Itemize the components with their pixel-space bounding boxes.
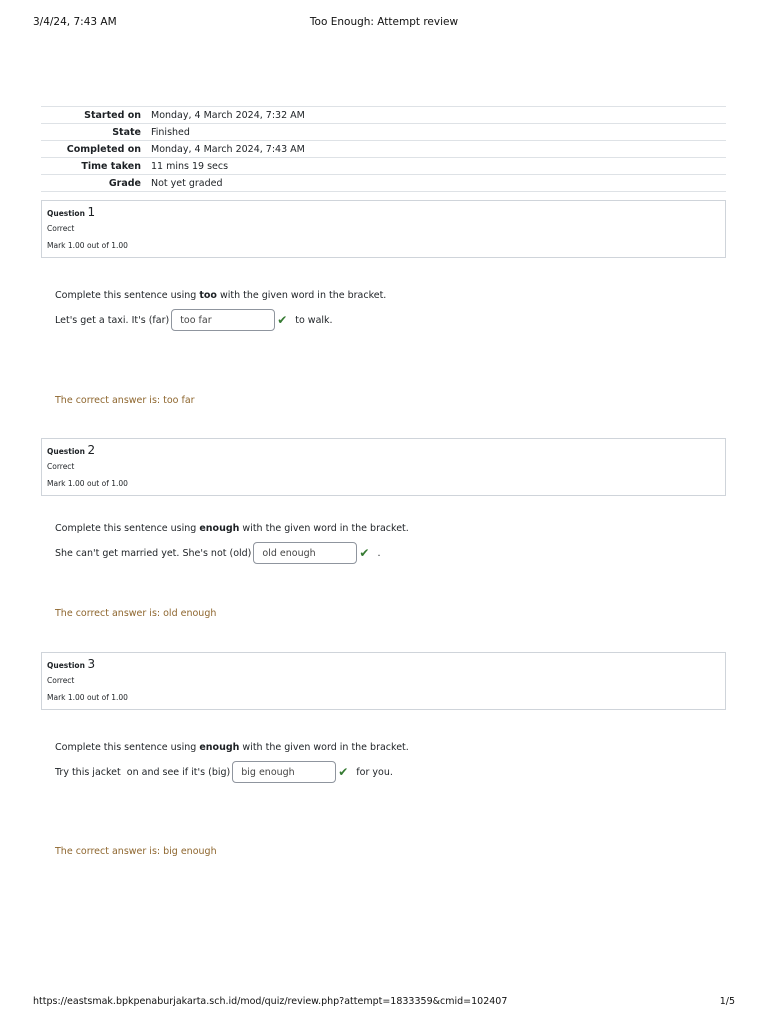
attempt-summary-table (41, 106, 726, 192)
question-text-keyword: too (199, 290, 217, 301)
question-1-answer-line (55, 308, 333, 332)
sentence-after: . (377, 547, 381, 559)
question-text-before: Complete this sentence using (55, 742, 200, 753)
question-state: Correct (47, 676, 75, 685)
question-text-keyword: enough (199, 742, 240, 753)
question-3-right-answer: The correct answer is: big enough (55, 846, 217, 857)
question-1-right-answer: The correct answer is: too far (55, 395, 195, 406)
question-text-keyword: enough (199, 523, 240, 534)
question-text-after: with the given word in the bracket. (239, 523, 409, 534)
question-2-answer-line (55, 541, 381, 565)
summary-row-completed (41, 141, 726, 158)
summary-row-grade (41, 175, 726, 192)
question-text-after: with the given word in the bracket. (216, 290, 387, 301)
answer-field[interactable]: big enough (232, 761, 336, 783)
summary-value: Monday, 4 March 2024, 7:32 AM (151, 109, 305, 121)
question-grade: Mark 1.00 out of 1.00 (47, 693, 128, 702)
sentence-before: Try this jacket on and see if it's (big) (55, 766, 231, 778)
question-state: Correct (47, 462, 75, 471)
print-date: 3/4/24, 7:43 AM (33, 16, 117, 28)
summary-label: State (112, 126, 141, 138)
summary-label: Time taken (81, 160, 141, 172)
summary-value: Not yet graded (151, 177, 223, 189)
question-text-after: with the given word in the bracket. (239, 742, 409, 753)
question-1-text (55, 290, 386, 301)
answer-field[interactable]: too far (171, 309, 275, 331)
question-grade: Mark 1.00 out of 1.00 (47, 479, 128, 488)
summary-value: Finished (151, 126, 190, 138)
page-number: 1/5 (719, 996, 735, 1007)
summary-label: Grade (108, 177, 141, 189)
print-page-title: Too Enough: Attempt review (309, 16, 459, 28)
print-header (33, 16, 735, 30)
summary-row-started (41, 107, 726, 124)
summary-value: Monday, 4 March 2024, 7:43 AM (151, 143, 305, 155)
sentence-after: for you. (356, 766, 393, 778)
question-2-info (41, 438, 726, 496)
question-prefix: Question (47, 661, 85, 670)
question-number-value: 3 (87, 657, 96, 671)
question-text-before: Complete this sentence using (55, 290, 200, 301)
summary-label: Started on (84, 109, 141, 121)
sentence-before: She can't get married yet. She's not (old) (55, 547, 252, 559)
summary-row-time-taken (41, 158, 726, 175)
question-number-value: 2 (87, 443, 96, 457)
question-2-right-answer: The correct answer is: old enough (55, 608, 217, 619)
summary-label: Completed on (66, 143, 141, 155)
question-number (47, 443, 95, 457)
check-icon: ✔ (277, 313, 288, 327)
question-text-before: Complete this sentence using (55, 523, 200, 534)
question-prefix: Question (47, 447, 85, 456)
summary-value: 11 mins 19 secs (151, 160, 229, 172)
answer-field[interactable]: old enough (253, 542, 357, 564)
check-icon: ✔ (359, 546, 370, 560)
summary-row-state (41, 124, 726, 141)
question-1-info (41, 200, 726, 258)
question-prefix: Question (47, 209, 85, 218)
sentence-before: Let's get a taxi. It's (far) (55, 314, 170, 326)
question-number-value: 1 (87, 205, 96, 219)
question-3-info (41, 652, 726, 710)
question-number (47, 657, 95, 671)
print-footer (33, 996, 735, 1010)
question-2-text (55, 523, 409, 534)
question-3-text (55, 742, 409, 753)
question-grade: Mark 1.00 out of 1.00 (47, 241, 128, 250)
check-icon: ✔ (338, 765, 349, 779)
sentence-after: to walk. (295, 314, 333, 326)
question-3-answer-line (55, 760, 393, 784)
question-number (47, 205, 95, 219)
page-url: https://eastsmak.bpkpenaburjakarta.sch.id/mod/quiz/review.php?attempt=1833359&cmid=102407 (33, 996, 508, 1007)
question-state: Correct (47, 224, 75, 233)
